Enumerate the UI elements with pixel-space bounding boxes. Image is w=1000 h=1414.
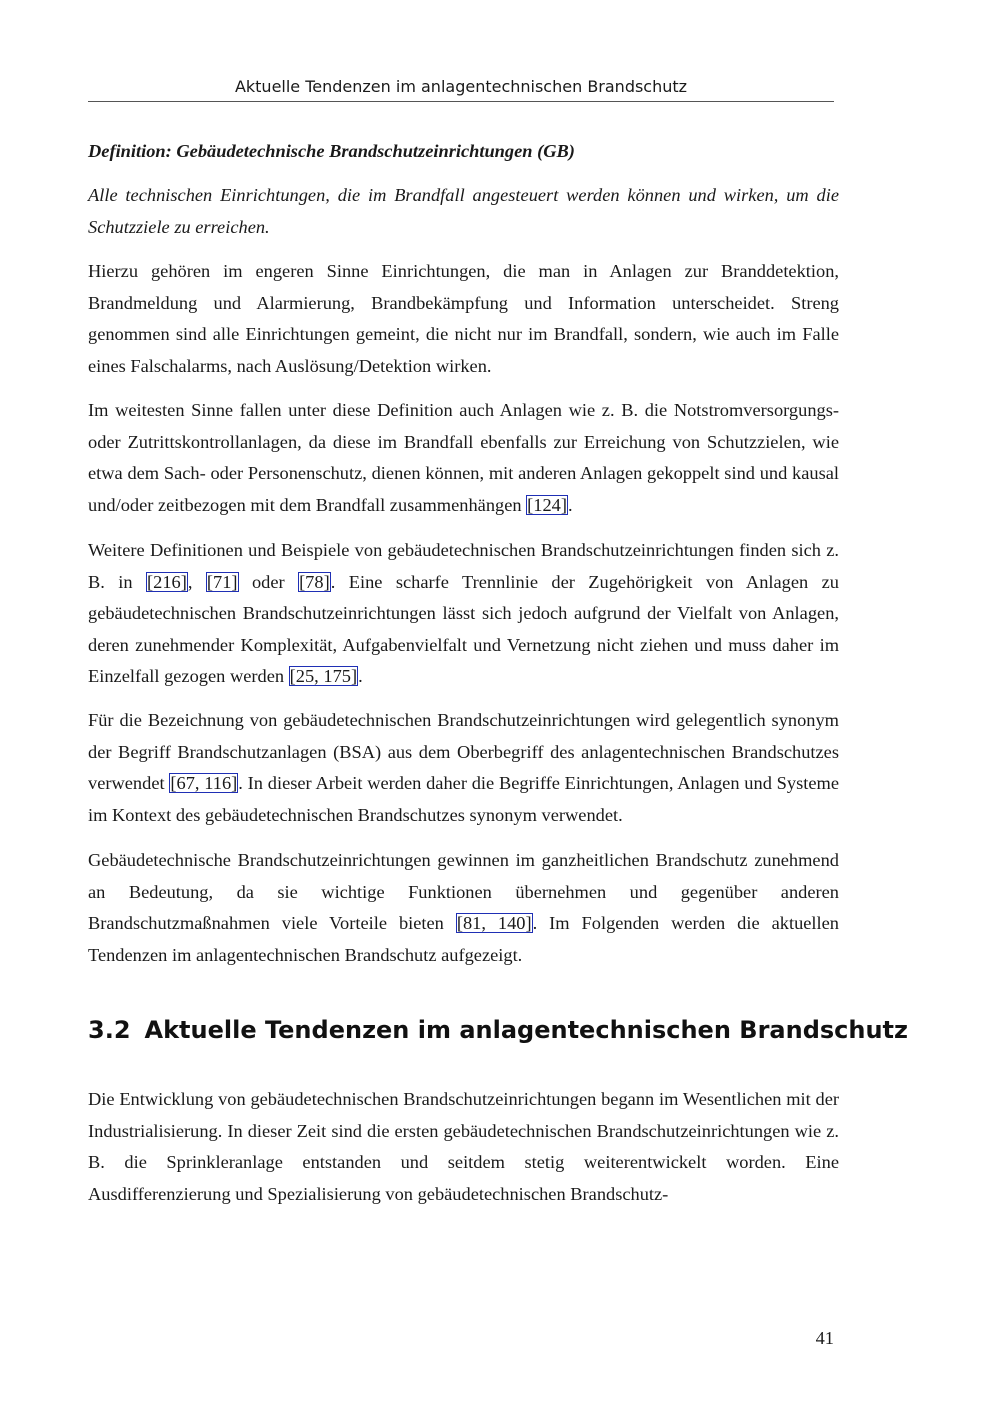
paragraph-4 bbox=[88, 705, 839, 831]
citation-link-124[interactable]: [124] bbox=[527, 494, 568, 515]
paragraph-2-text: Im weitesten Sinne fallen unter diese Definition auch Anlagen wie z. B. die Notstromversorgungs- oder Zutrittskontrollanlagen, da diese im Brandfall ebenfalls zur Erreichung von Schutzzielen, wie etwa dem Sach- oder Personenschutz, dienen können, mit anderen Anlagen gekoppelt sind und kausal und/oder zeitbezogen mit dem Brandfall zusammenhängen bbox=[88, 400, 839, 515]
citation-link-78[interactable]: [78] bbox=[299, 571, 330, 592]
section-heading bbox=[88, 1012, 908, 1048]
citation-link-25-175[interactable]: [25, 175] bbox=[289, 666, 358, 686]
paragraph-3-text-d: . Eine scharfe Trennlinie der Zugehörigkeit von Anlagen zu gebäudetechnischen Brandschutzeinrichtungen lässt sich jedoch aufgrund der Vielfalt von Anlagen, deren zunehmender Komplexität, Aufgabenvielfalt und Vernetzung nicht ziehen und muss daher im Einzelfall gezogen werden bbox=[88, 571, 839, 686]
paragraph-5-text-a: Gebäudetechnische Brandschutzeinrichtungen gewinnen im ganzheitlichen Brandschutz zunehmend an Bedeutung, da sie wichtige Funktionen übernehmen und gegenüber anderen Brandschutzmaßnahmen viele Vorteile bieten bbox=[88, 850, 839, 933]
citation-link-67-116[interactable]: [67, 116] bbox=[170, 773, 238, 793]
citation-link-216[interactable]: [216] bbox=[147, 571, 187, 592]
paragraph-2 bbox=[88, 395, 839, 521]
definition-text: Alle technischen Einrichtungen, die im Brandfall angesteuert werden können und wirken, um die Schutzziele zu erreichen. bbox=[88, 185, 839, 237]
section-number: 3.2 bbox=[88, 1016, 131, 1044]
paragraph-3-text-c: oder bbox=[238, 571, 299, 592]
running-header: Aktuelle Tendenzen im anlagentechnischen Brandschutz bbox=[234, 77, 688, 96]
paragraph-4-text-b: . In dieser Arbeit werden daher die Begriffe Einrichtungen, Anlagen und Systeme im Kontext des gebäudetechnischen Brandschutzes synonym verwendet. bbox=[88, 773, 839, 825]
definition-title: Definition: Gebäudetechnische Brandschutzeinrichtungen (GB) bbox=[88, 141, 575, 161]
paragraph-5 bbox=[88, 845, 839, 971]
paragraph-3-end: . bbox=[358, 666, 363, 686]
citation-link-81-140[interactable]: [81, 140] bbox=[456, 913, 532, 933]
paragraph-4-text-a: Für die Bezeichnung von gebäudetechnischen Brandschutzeinrichtungen wird gelegentlich synonym der Begriff Brandschutzanlagen (BSA) aus dem Oberbegriff des anlagentechnischen Brandschutzes verwendet bbox=[88, 710, 839, 793]
page-number: 41 bbox=[815, 1328, 834, 1348]
paragraph-5-text-b: . Im Folgenden werden die aktuellen Tendenzen im anlagentechnischen Brandschutz aufgezeigt. bbox=[88, 913, 840, 965]
paragraph-3-text-b: , bbox=[187, 571, 206, 592]
paragraph-2-end: . bbox=[568, 494, 573, 515]
paragraph-3-text-a: Weitere Definitionen und Beispiele von gebäudetechnischen Brandschutzeinrichtungen finden sich z. B. in bbox=[88, 540, 839, 592]
paragraph-1: Hierzu gehören im engeren Sinne Einrichtungen, die man in Anlagen zur Branddetektion, Brandmeldung und Alarmierung, Brandbekämpfung und Information unterscheidet. Streng genommen sind alle Einrichtungen gemeint, die nicht nur im Brandfall, sondern, wie auch im Falle eines Falschalarms, nach Auslösung/Detektion wirken. bbox=[88, 261, 839, 376]
paragraph-3 bbox=[88, 535, 839, 693]
citation-link-71[interactable]: [71] bbox=[206, 571, 238, 592]
section-title: Aktuelle Tendenzen im anlagentechnischen Brandschutz bbox=[144, 1016, 908, 1044]
paragraph-6: Die Entwicklung von gebäudetechnischen Brandschutzeinrichtungen begann im Wesentlichen mit der Industrialisierung. In dieser Zeit sind die ersten gebäudetechnischen Brandschutzeinrichtungen wie z. B. die Sprinkleranlage entstanden und seitdem stetig weiterentwickelt worden. Eine Ausdifferenzierung und Spezialisierung von gebäudetechnischen Brandschutz- bbox=[88, 1089, 839, 1204]
header-rule bbox=[88, 101, 834, 102]
